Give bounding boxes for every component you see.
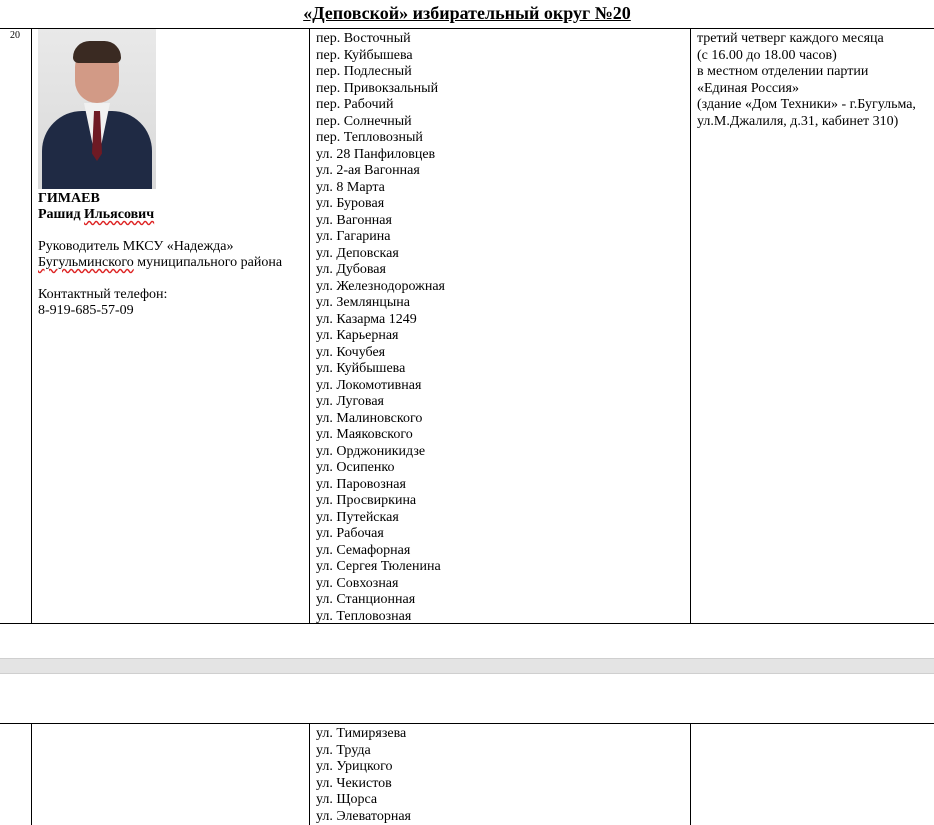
street-item: ул. Локомотивная <box>316 378 690 395</box>
district-title: «Деповской» избирательный округ №20 <box>303 3 631 23</box>
streets-cell <box>310 29 691 624</box>
position-line-2-word: Бугульминского <box>38 255 134 270</box>
page-break-band <box>0 658 934 674</box>
continuation-number-cell <box>0 724 32 825</box>
street-item: ул. Казарма 1249 <box>316 312 690 329</box>
street-item: пер. Тепловозный <box>316 130 690 147</box>
street-item: ул. Элеваторная <box>316 809 690 825</box>
street-item: ул. Рабочая <box>316 526 690 543</box>
position-line-2-rest: муниципального района <box>134 255 282 270</box>
reception-cell <box>691 29 934 624</box>
street-item: ул. Сергея Тюленина <box>316 559 690 576</box>
deputy-name <box>38 191 309 223</box>
street-item: ул. Малиновского <box>316 411 690 428</box>
street-item: ул. Дубовая <box>316 262 690 279</box>
street-item: ул. Вагонная <box>316 213 690 230</box>
street-item: ул. Деповская <box>316 246 690 263</box>
street-item: ул. Тепловозная <box>316 609 690 625</box>
deputy-first-name: Рашид <box>38 207 81 222</box>
deputy-photo <box>38 29 156 189</box>
street-item: ул. 28 Панфиловцев <box>316 147 690 164</box>
street-item: ул. Тимирязева <box>316 726 690 743</box>
street-item: пер. Подлесный <box>316 64 690 81</box>
deputy-given-names <box>38 207 309 223</box>
continuation-deputy-cell <box>32 724 310 825</box>
street-item: пер. Куйбышева <box>316 48 690 65</box>
continuation-reception-cell <box>691 724 934 825</box>
street-item: ул. Станционная <box>316 592 690 609</box>
reception-line: в местном отделении партии <box>697 64 930 81</box>
street-item: ул. 2-ая Вагонная <box>316 163 690 180</box>
street-item: пер. Рабочий <box>316 97 690 114</box>
position-line-1: Руководитель МКСУ «Надежда» <box>38 239 309 255</box>
street-item: ул. Осипенко <box>316 460 690 477</box>
row-number: 20 <box>10 30 20 41</box>
street-item: пер. Привокзальный <box>316 81 690 98</box>
street-item: ул. Труда <box>316 743 690 760</box>
street-item: ул. Путейская <box>316 510 690 527</box>
row-number-cell <box>0 29 32 624</box>
street-item: пер. Восточный <box>316 31 690 48</box>
street-item: ул. Буровая <box>316 196 690 213</box>
street-item: ул. Щорса <box>316 792 690 809</box>
deputy-position <box>38 239 309 271</box>
position-line-2 <box>38 255 309 271</box>
street-item: ул. 8 Марта <box>316 180 690 197</box>
street-item: ул. Просвиркина <box>316 493 690 510</box>
reception-line: третий четверг каждого месяца <box>697 31 930 48</box>
street-item: ул. Кочубея <box>316 345 690 362</box>
street-item: ул. Орджоникидзе <box>316 444 690 461</box>
deputy-patronymic: Ильясович <box>84 207 154 222</box>
deputy-contact <box>38 287 309 319</box>
street-item: ул. Землянцына <box>316 295 690 312</box>
street-item: ул. Луговая <box>316 394 690 411</box>
page-continuation <box>0 723 934 825</box>
reception-line: (с 16.00 до 18.00 часов) <box>697 48 930 65</box>
reception-line: ул.М.Джалиля, д.31, кабинет 310) <box>697 114 930 131</box>
deputy-cell <box>32 29 310 624</box>
phone-label: Контактный телефон: <box>38 287 309 303</box>
street-item: ул. Гагарина <box>316 229 690 246</box>
reception-line: (здание «Дом Техники» - г.Бугульма, <box>697 97 930 114</box>
street-item: ул. Чекистов <box>316 776 690 793</box>
street-item: ул. Паровозная <box>316 477 690 494</box>
street-item: ул. Железнодорожная <box>316 279 690 296</box>
street-item: ул. Карьерная <box>316 328 690 345</box>
street-item: ул. Урицкого <box>316 759 690 776</box>
street-item: ул. Семафорная <box>316 543 690 560</box>
street-item: ул. Маяковского <box>316 427 690 444</box>
district-title-row <box>0 0 934 29</box>
deputy-surname: ГИМАЕВ <box>38 191 309 207</box>
row-bottom-border <box>0 623 934 624</box>
street-item: ул. Куйбышева <box>316 361 690 378</box>
continuation-streets-cell <box>310 724 691 825</box>
street-item: пер. Солнечный <box>316 114 690 131</box>
reception-line: «Единая Россия» <box>697 81 930 98</box>
street-item: ул. Совхозная <box>316 576 690 593</box>
phone-number: 8-919-685-57-09 <box>38 303 309 319</box>
